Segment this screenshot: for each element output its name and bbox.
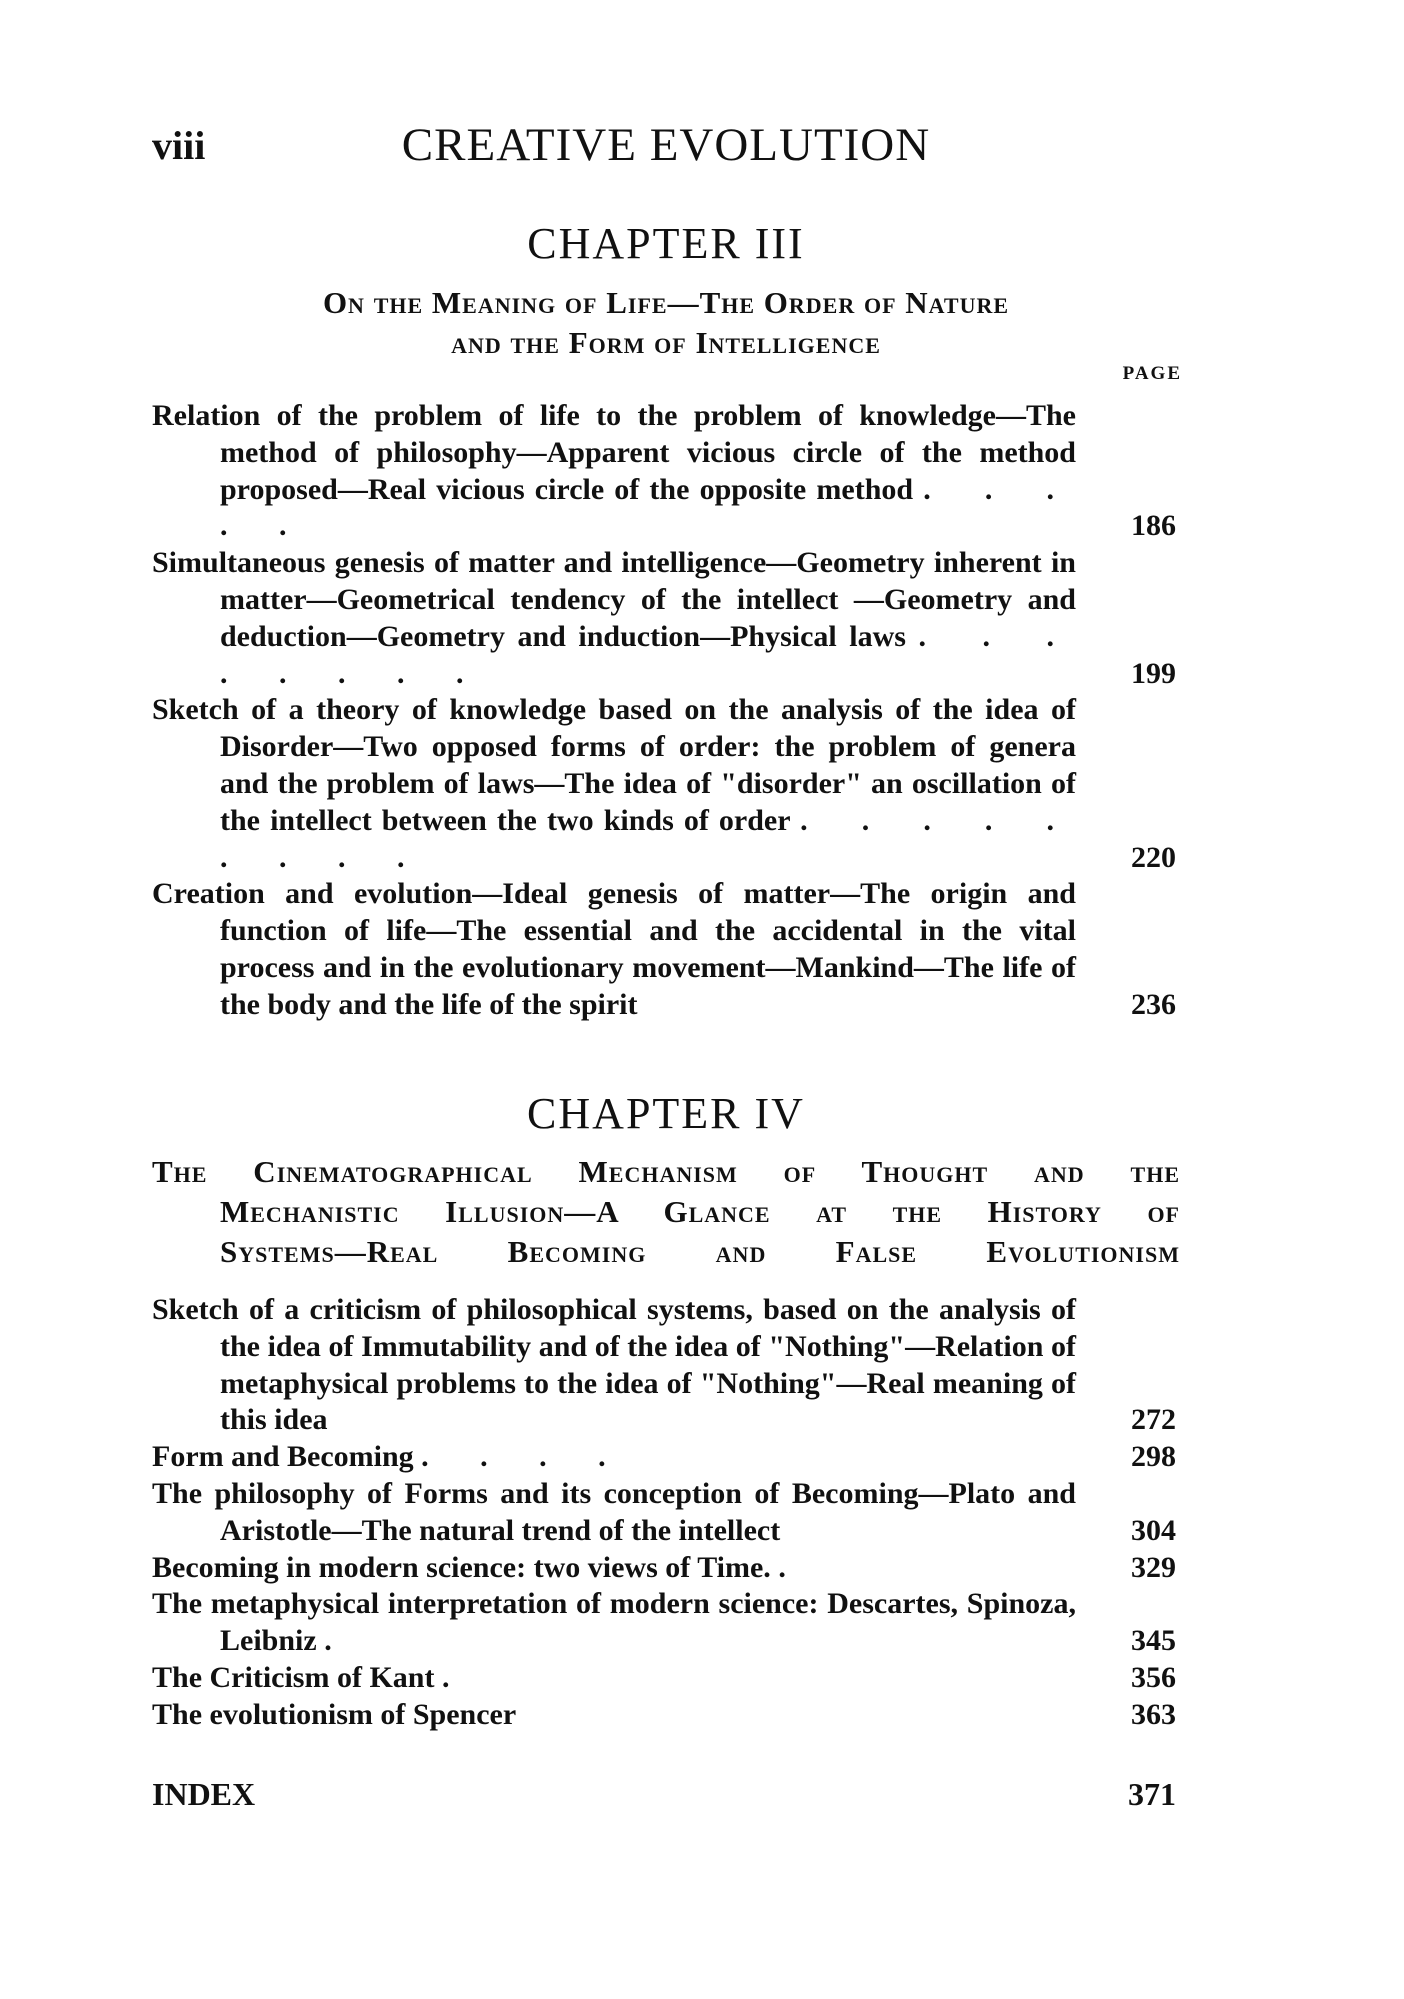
toc-entry [152,1586,1176,1660]
toc-entry [152,1439,1176,1476]
dot-leaders: . . . . . . . . . [220,803,1076,874]
toc-entry [152,1476,1176,1550]
toc-entry [152,545,1176,692]
chapter-iii-subtitle-line-2: and the Form of Intelligence [451,325,881,360]
toc-entry-text: The philosophy of Forms and its conception of Becoming—Plato and Aristotle—The natural trend of the intellect [152,1476,1076,1547]
toc-entry-text: The evolutionism of Spencer [152,1697,517,1731]
toc-entry-text: Simultaneous genesis of matter and intelligence—Geometry inherent in matter—Geometrical tendency of the intellect —Geometry and deduction—Geometry and induction—Physical laws [152,546,1076,653]
toc-entry-text: Relation of the problem of life to the problem of knowledge—The method of philosophy—Apparent vicious circle of the method proposed—Real vicious circle of the opposite method [152,399,1076,506]
toc-entry-text: Becoming in modern science: two views of Time. [152,1550,771,1584]
toc-entry-text: The metaphysical interpretation of modern science: Descartes, Spinoza, Leibniz [152,1587,1076,1658]
toc-entry-page: 329 [1131,1550,1176,1584]
toc-entry-text: The Criticism of Kant [152,1660,435,1694]
folio: viii [152,123,206,168]
toc-entry [152,1697,1176,1734]
chapter-iii-contents [152,398,1176,1024]
toc-entry [152,692,1176,876]
toc-entry-text: Sketch of a theory of knowledge based on the analysis of the idea of Disorder—Two opposed forms of order: the problem of genera and the problem of laws—The idea of "disorder" an oscillation of the intellect between the two kinds of order [152,693,1076,837]
toc-entry-page: 199 [1131,656,1176,690]
toc-entry [152,1550,1176,1587]
book-title: CREATIVE EVOLUTION [401,119,931,171]
chapter-iv-contents [152,1292,1176,1734]
toc-entry [152,1292,1176,1439]
dot-leaders: . [778,1550,808,1584]
dot-leaders: . [324,1624,354,1658]
chapter-iii-title: CHAPTER III [527,219,805,268]
index-label: INDEX [152,1776,256,1812]
toc-entry-page: 236 [1131,987,1176,1021]
running-head [152,118,1180,178]
chapter-iv-subtitle-line-3: Systems—Real Becoming and False Evolutionism [220,1234,1180,1269]
toc-entry [152,876,1176,1023]
toc-entry-text: Creation and evolution—Ideal genesis of matter—The origin and function of life—The essential and the accidental in the vital process and in the evolutionary movement—Mankind—The life of the body and the life of the spirit [152,877,1076,1021]
chapter-iv-subtitle-line-1: The Cinematographical Mechanism of Thought and the [152,1154,1180,1189]
toc-entry [152,1660,1176,1697]
chapter-iv-subtitle-line-2: Mechanistic Illusion—A Glance at the History of [220,1194,1180,1229]
page-column-label: PAGE [1122,363,1182,384]
index-page: 371 [1128,1776,1176,1812]
chapter-iv-subtitle [152,1152,1180,1272]
toc-entry-page: 186 [1131,509,1176,543]
dot-leaders: . . . . . . . . [220,619,1077,690]
toc-entry-page: 363 [1131,1697,1176,1731]
dot-leaders: . [441,1660,472,1694]
chapter-iii-subtitle [152,283,1180,363]
toc-entry-page: 345 [1131,1624,1176,1658]
toc-entry-page: 356 [1131,1660,1176,1694]
toc-entry-page: 220 [1131,840,1176,874]
dot-leaders: . . . . [421,1440,628,1474]
toc-entry-page: 272 [1131,1403,1176,1437]
dot-leaders: . . . . . [220,472,1077,543]
toc-entry-text: Form and Becoming [152,1440,414,1474]
chapter-iii-subtitle-line-1: On the Meaning of Life—The Order of Nature [322,285,1010,320]
toc-entry-text: Sketch of a criticism of philosophical systems, based on the analysis of the idea of Immutability and of the idea of "Nothing"—Relation of metaphysical problems to the idea of "Nothing"—Real meaning of this idea [152,1293,1076,1437]
toc-entry-page: 304 [1131,1513,1176,1547]
chapter-iv-title: CHAPTER IV [527,1089,805,1138]
toc-entry-page: 298 [1131,1440,1176,1474]
toc-entry [152,398,1176,545]
